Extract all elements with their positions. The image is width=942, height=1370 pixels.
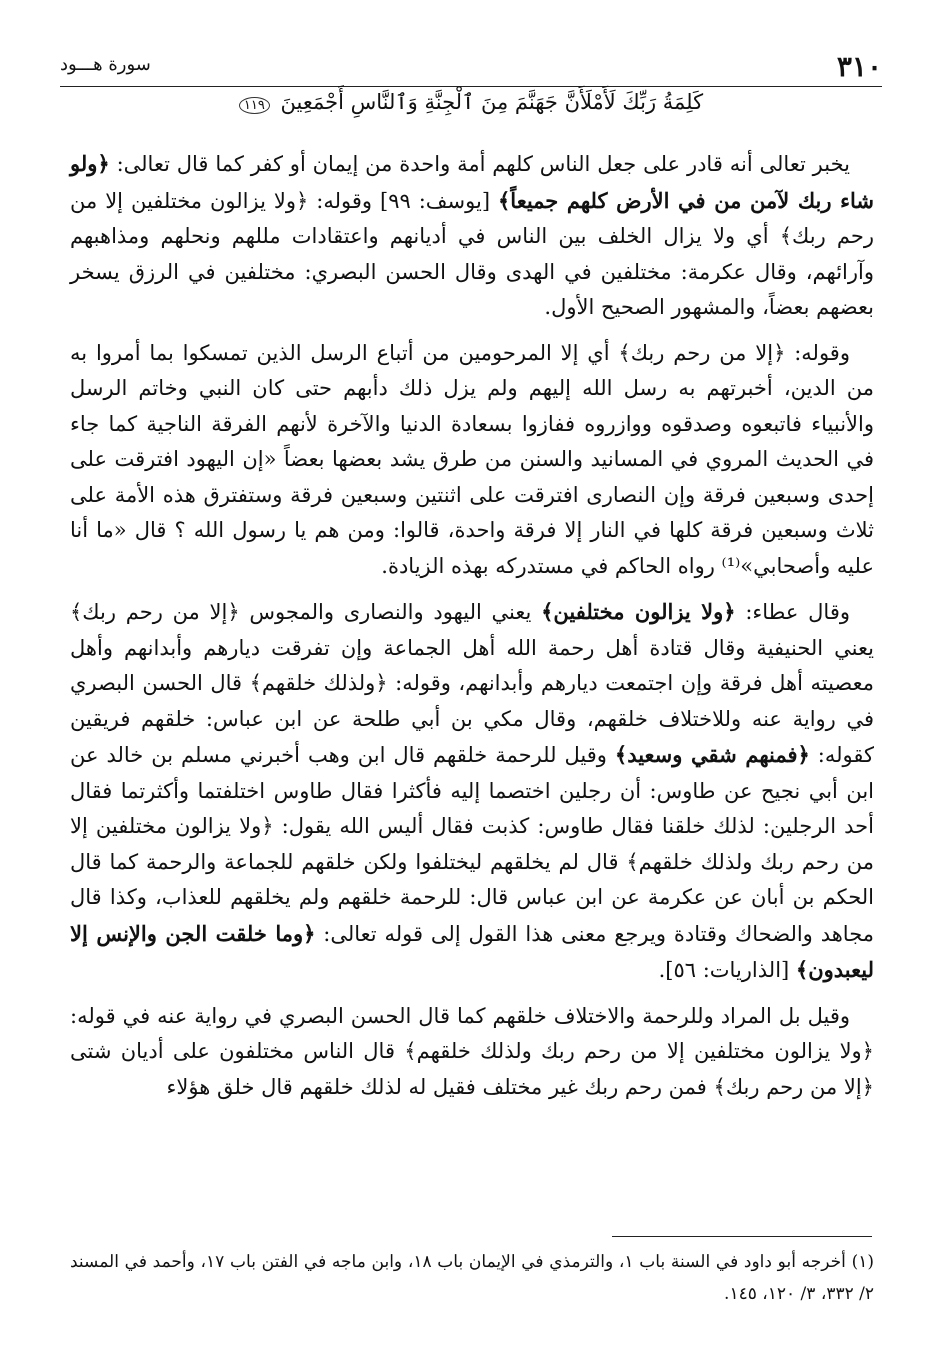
paragraph <box>70 336 874 585</box>
quran-quote: ﴿ولا يزالون مختلفين﴾ <box>541 599 736 624</box>
paragraph-text: وقيل للرحمة خلقهم قال ابن وهب أخبرني مسلم بن خالد عن ابن أبي نجيح عن طاوس: أن رجلين اختصما إليه فأكثرا فقال طاوس اختلفتما وأكثرتما فقال أحد الرجلين: لذلك خلقنا فقال طاوس: كذبت فقال أليس الله يقول: ﴿ولا يزالون مختلفين إلا من رحم ربك ولذلك خلقهم﴾ قال لم يخلقهم ليختلفوا ولكن خلقهم للجماعة والرحمة كما قال الحكم بن أبان عن عكرمة عن ابن عباس قال: للرحمة خلقهم ولم يخلقهم للعذاب، وكذا قال مجاهد والضحاك وقتادة ويرجع معنى هذا القول إلى قوله تعالى: <box>70 743 874 946</box>
footnote-rule <box>612 1236 872 1237</box>
quran-quote: ﴿فمنهم شقي وسعيد﴾ <box>614 742 810 767</box>
quran-quote: ﴿ولو شاء ربك لآمن من في الأرض كلهم جميعاً﴾ <box>70 151 874 213</box>
paragraph-text: يعني اليهود والنصارى والمجوس ﴿إلا من رحم ربك﴾ يعني الحنيفية وقال قتادة أهل رحمة الله أهل الجماعة وإن تفرقت ديارهم وأبدانهم وأهل معصيته أهل فرقة وإن اجتمعت ديارهم وأبدانهم، وقوله: ﴿ولذلك خلقهم﴾ قال الحسن البصري في رواية عنه وللاختلاف خلقهم، وقال مكي بن أبي طلحة عن ابن عباس: خلقهم فريقين كقوله: <box>70 600 874 767</box>
page-number: ٣١٠ <box>836 50 882 83</box>
footnote: (١) أخرجه أبو داود في السنة باب ١، والترمذي في الإيمان باب ١٨، وابن ماجه في الفتن باب ١٧، وأحمد في المسند ٢/ ٣٣٢، ٣/ ١٢٠، ١٤٥. <box>70 1252 874 1304</box>
paragraph <box>70 594 874 989</box>
verse-number: ١١٩ <box>239 97 270 114</box>
paragraph-text: يخبر تعالى أنه قادر على جعل الناس كلهم أمة واحدة من إيمان أو كفر كما قال تعالى: <box>109 152 850 176</box>
paragraph-text: [الذاريات: ٥٦]. <box>658 958 796 982</box>
page-header <box>60 48 882 88</box>
paragraph-text: وقوله: ﴿إلا من رحم ربك﴾ أي إلا المرحومين من أتباع الرسل الذين تمسكوا بما أمروا به من الدين، أخبرتهم به رسل الله إليهم ولم يزل ذلك دأبهم حتى كان النبي وخاتم الرسل والأنبياء فاتبعوه وصدقوه ووازروه ففازوا بسعادة الدنيا والآخرة لأنهم الفرقة الناجية كما جاء في الحديث المروي في المسانيد والسنن من طرق يشد بعضها بعضاً «إن اليهود افترقت على إحدى وسبعين فرقة وإن النصارى افترقت على اثنتين وسبعين فرقة وستفترق هذه الأمة على ثلاث وسبعين فرقة كلها في النار إلا فرقة واحدة، قالوا: ومن هم يا رسول الله ؟ قال «ما أنا عليه وأصحابي»⁽¹⁾ رواه الحاكم في مستدركه بهذه الزيادة. <box>70 340 874 578</box>
quran-quote: ﴿وما خلقت الجن والإنس إلا ليعبدون﴾ <box>70 920 874 982</box>
paragraph-text: [يوسف: ٩٩] وقوله: ﴿ولا يزالون مختلفين إلا من رحم ربك﴾ أي ولا يزال الخلف بين الناس في أديانهم واعتقادات مللهم ونحلهم ومذاهبهم وآرائهم، وقال عكرمة: مختلفين في الهدى وقال الحسن البصري: مختلفين في الرزق يسخر بعضهم بعضاً، والمشهور الصحيح الأول. <box>70 188 874 319</box>
paragraph-text: وقال عطاء: <box>735 600 851 624</box>
surah-name: سورة هـــود <box>60 54 151 75</box>
header-rule <box>60 86 882 87</box>
commentary-body <box>70 146 874 1115</box>
quran-verse <box>0 90 942 114</box>
paragraph-text: وقيل بل المراد وللرحمة والاختلاف خلقهم كما قال الحسن البصري في رواية عنه في قوله: ﴿ولا يزالون مختلفين إلا من رحم ربك ولذلك خلقهم﴾ قال الناس مختلفون على أديان شتى ﴿إلا من رحم ربك﴾ فمن رحم ربك غير مختلف فقيل له لذلك خلقهم قال خلق هؤلاء <box>70 1003 874 1099</box>
verse-text: كَلِمَةُ رَبِّكَ لَأَمْلَأَنَّ جَهَنَّمَ مِنَ ٱلْجِنَّةِ وَٱلنَّاسِ أَجْمَعِينَ <box>280 90 704 114</box>
paragraph <box>70 999 874 1106</box>
paragraph <box>70 146 874 326</box>
